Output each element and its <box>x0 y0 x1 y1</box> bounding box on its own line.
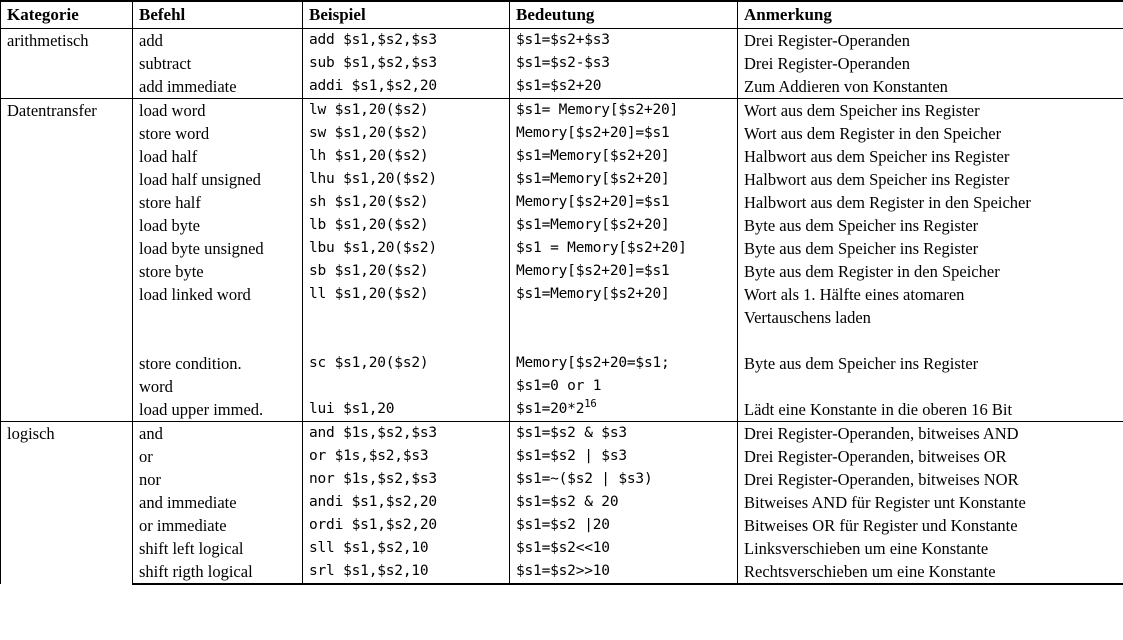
cell-befehl: load upper immed. <box>133 398 303 422</box>
cell-beispiel: or $1s,$s2,$s3 <box>303 445 510 468</box>
cell-befehl: load byte unsigned <box>133 237 303 260</box>
cell-anmerkung: Halbwort aus dem Speicher ins Register <box>738 145 1123 168</box>
cell-beispiel: ordi $s1,$s2,20 <box>303 514 510 537</box>
table-row <box>1 214 1123 237</box>
cell-befehl: add <box>133 29 303 53</box>
column-header-anmerkung: Anmerkung <box>738 1 1123 29</box>
cell-kategorie: Datentransfer <box>1 99 133 422</box>
cell-befehl: load linked word <box>133 283 303 306</box>
table-row <box>1 537 1123 560</box>
cell-anmerkung: Wort aus dem Register in den Speicher <box>738 122 1123 145</box>
cell-anmerkung <box>738 329 1123 352</box>
cell-bedeutung-base: $s1=20*2 <box>516 401 585 417</box>
cell-anmerkung: Lädt eine Konstante in die oberen 16 Bit <box>738 398 1123 422</box>
table-row <box>1 168 1123 191</box>
table-body <box>1 29 1123 585</box>
cell-befehl: load word <box>133 99 303 123</box>
cell-anmerkung: Byte aus dem Register in den Speicher <box>738 260 1123 283</box>
cell-bedeutung: $s1=0 or 1 <box>510 375 738 398</box>
cell-beispiel: sw $s1,20($s2) <box>303 122 510 145</box>
cell-beispiel: lh $s1,20($s2) <box>303 145 510 168</box>
cell-befehl: load half <box>133 145 303 168</box>
cell-anmerkung: Byte aus dem Speicher ins Register <box>738 214 1123 237</box>
cell-befehl: store half <box>133 191 303 214</box>
cell-anmerkung: Zum Addieren von Konstanten <box>738 75 1123 99</box>
cell-bedeutung <box>510 398 738 422</box>
cell-anmerkung: Drei Register-Operanden, bitweises NOR <box>738 468 1123 491</box>
table-row <box>1 491 1123 514</box>
cell-anmerkung <box>738 375 1123 398</box>
cell-beispiel: andi $s1,$s2,20 <box>303 491 510 514</box>
cell-bedeutung: $s1=$s2 & 20 <box>510 491 738 514</box>
cell-anmerkung: Wort als 1. Hälfte eines atomaren <box>738 283 1123 306</box>
cell-anmerkung: Bitweises AND für Register unt Konstante <box>738 491 1123 514</box>
table-row <box>1 260 1123 283</box>
cell-bedeutung: $s1=$s2-$s3 <box>510 52 738 75</box>
column-header-beispiel: Beispiel <box>303 1 510 29</box>
cell-befehl: shift left logical <box>133 537 303 560</box>
table-header-row <box>1 1 1123 29</box>
cell-anmerkung: Linksverschieben um eine Konstante <box>738 537 1123 560</box>
cell-befehl: nor <box>133 468 303 491</box>
table-row <box>1 145 1123 168</box>
cell-anmerkung: Vertauschens laden <box>738 306 1123 329</box>
column-header-kategorie: Kategorie <box>1 1 133 29</box>
cell-befehl: word <box>133 375 303 398</box>
cell-anmerkung: Byte aus dem Speicher ins Register <box>738 237 1123 260</box>
table-row <box>1 191 1123 214</box>
cell-beispiel: lb $s1,20($s2) <box>303 214 510 237</box>
column-header-bedeutung: Bedeutung <box>510 1 738 29</box>
table-row <box>1 283 1123 306</box>
table-row <box>1 352 1123 375</box>
cell-beispiel: sc $s1,20($s2) <box>303 352 510 375</box>
cell-befehl: store word <box>133 122 303 145</box>
cell-bedeutung: Memory[$s2+20]=$s1 <box>510 122 738 145</box>
cell-bedeutung: $s1=$s2 | $s3 <box>510 445 738 468</box>
cell-beispiel: nor $1s,$s2,$s3 <box>303 468 510 491</box>
table-row <box>1 560 1123 584</box>
table-row <box>1 468 1123 491</box>
cell-bedeutung: $s1=Memory[$s2+20] <box>510 214 738 237</box>
cell-bedeutung: $s1= Memory[$s2+20] <box>510 99 738 123</box>
table-row <box>1 329 1123 352</box>
cell-beispiel: addi $s1,$s2,20 <box>303 75 510 99</box>
cell-anmerkung: Halbwort aus dem Speicher ins Register <box>738 168 1123 191</box>
cell-bedeutung: $s1=~($s2 | $s3) <box>510 468 738 491</box>
cell-beispiel: ll $s1,20($s2) <box>303 283 510 306</box>
cell-bedeutung <box>510 306 738 329</box>
table-row <box>1 237 1123 260</box>
cell-befehl: or <box>133 445 303 468</box>
cell-bedeutung: $s1=$s2+$s3 <box>510 29 738 53</box>
cell-bedeutung: Memory[$s2+20]=$s1 <box>510 191 738 214</box>
table-row <box>1 514 1123 537</box>
cell-bedeutung: $s1=$s2<<10 <box>510 537 738 560</box>
table-row <box>1 398 1123 422</box>
cell-anmerkung: Drei Register-Operanden, bitweises OR <box>738 445 1123 468</box>
cell-bedeutung <box>510 329 738 352</box>
cell-beispiel: lhu $s1,20($s2) <box>303 168 510 191</box>
table-row <box>1 99 1123 123</box>
cell-bedeutung: $s1=Memory[$s2+20] <box>510 283 738 306</box>
cell-bedeutung: $s1=$s2>>10 <box>510 560 738 584</box>
cell-bedeutung: $s1 = Memory[$s2+20] <box>510 237 738 260</box>
cell-befehl <box>133 306 303 329</box>
cell-beispiel: lw $s1,20($s2) <box>303 99 510 123</box>
cell-bedeutung-exponent: 16 <box>584 398 597 411</box>
cell-bedeutung: $s1=$s2 |20 <box>510 514 738 537</box>
cell-befehl: store condition. <box>133 352 303 375</box>
cell-bedeutung: $s1=Memory[$s2+20] <box>510 145 738 168</box>
table-row <box>1 29 1123 53</box>
cell-befehl: and immediate <box>133 491 303 514</box>
cell-befehl: store byte <box>133 260 303 283</box>
cell-beispiel: add $s1,$s2,$s3 <box>303 29 510 53</box>
cell-bedeutung: Memory[$s2+20=$s1; <box>510 352 738 375</box>
column-header-befehl: Befehl <box>133 1 303 29</box>
cell-befehl: or immediate <box>133 514 303 537</box>
cell-befehl: add immediate <box>133 75 303 99</box>
cell-beispiel: lbu $s1,20($s2) <box>303 237 510 260</box>
table-row <box>1 52 1123 75</box>
cell-beispiel: srl $s1,$s2,10 <box>303 560 510 584</box>
cell-beispiel: lui $s1,20 <box>303 398 510 422</box>
cell-beispiel: sub $s1,$s2,$s3 <box>303 52 510 75</box>
cell-anmerkung: Halbwort aus dem Register in den Speicher <box>738 191 1123 214</box>
cell-bedeutung: Memory[$s2+20]=$s1 <box>510 260 738 283</box>
table-row <box>1 375 1123 398</box>
cell-anmerkung: Drei Register-Operanden <box>738 52 1123 75</box>
table-row <box>1 122 1123 145</box>
cell-befehl: subtract <box>133 52 303 75</box>
cell-beispiel: and $1s,$s2,$s3 <box>303 422 510 446</box>
cell-befehl: load byte <box>133 214 303 237</box>
cell-bedeutung: $s1=$s2 & $s3 <box>510 422 738 446</box>
cell-befehl: load half unsigned <box>133 168 303 191</box>
cell-anmerkung: Bitweises OR für Register und Konstante <box>738 514 1123 537</box>
table-row <box>1 445 1123 468</box>
cell-beispiel: sh $s1,20($s2) <box>303 191 510 214</box>
cell-bedeutung: $s1=Memory[$s2+20] <box>510 168 738 191</box>
cell-beispiel <box>303 306 510 329</box>
cell-beispiel: sb $s1,20($s2) <box>303 260 510 283</box>
cell-beispiel: sll $s1,$s2,10 <box>303 537 510 560</box>
cell-beispiel <box>303 329 510 352</box>
cell-befehl <box>133 329 303 352</box>
cell-kategorie: arithmetisch <box>1 29 133 99</box>
cell-befehl: and <box>133 422 303 446</box>
cell-kategorie: logisch <box>1 422 133 585</box>
cell-anmerkung: Rechtsverschieben um eine Konstante <box>738 560 1123 584</box>
table-row <box>1 75 1123 99</box>
table-row <box>1 306 1123 329</box>
table-row <box>1 422 1123 446</box>
cell-befehl: shift rigth logical <box>133 560 303 584</box>
cell-anmerkung: Drei Register-Operanden, bitweises AND <box>738 422 1123 446</box>
cell-bedeutung: $s1=$s2+20 <box>510 75 738 99</box>
cell-anmerkung: Wort aus dem Speicher ins Register <box>738 99 1123 123</box>
cell-anmerkung: Byte aus dem Speicher ins Register <box>738 352 1123 375</box>
cell-anmerkung: Drei Register-Operanden <box>738 29 1123 53</box>
cell-beispiel <box>303 375 510 398</box>
